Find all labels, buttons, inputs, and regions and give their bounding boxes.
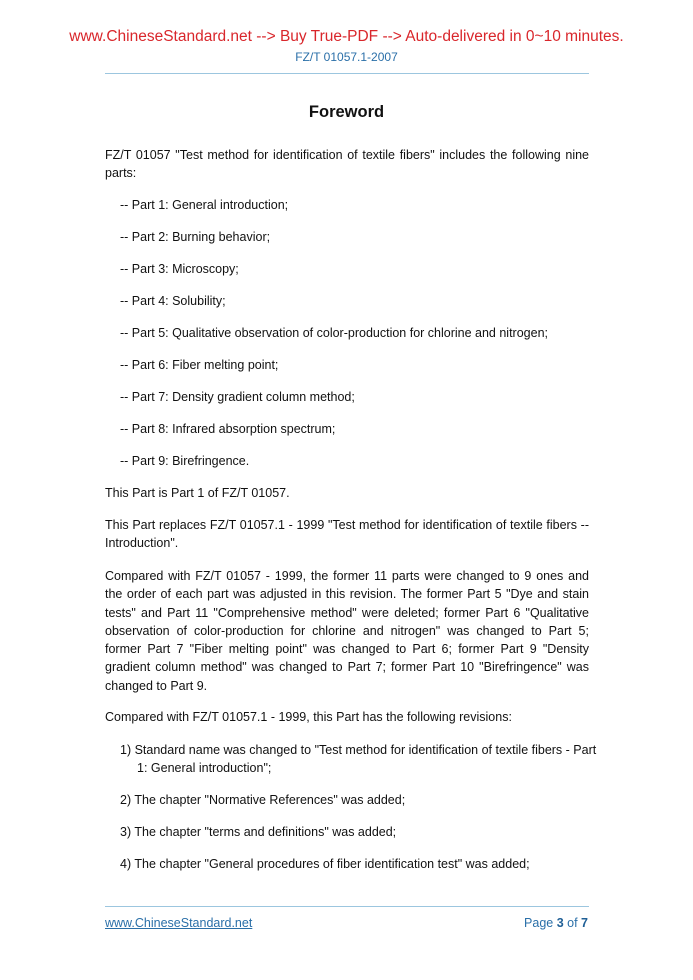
header-divider	[105, 73, 589, 74]
promo-banner[interactable]: www.ChineseStandard.net --> Buy True-PDF --> Auto-delivered in 0~10 minutes.	[69, 28, 624, 45]
revision-item: 4) The chapter "General procedures of fiber identification test" was added;	[120, 857, 530, 871]
page-of: of	[563, 916, 582, 930]
list-item: -- Part 4: Solubility;	[120, 294, 226, 308]
footer-divider	[105, 906, 589, 907]
list-item: -- Part 7: Density gradient column method;	[120, 390, 355, 404]
revision-item: 1) Standard name was changed to "Test method for identification of textile fibers - Part 1: General introduction";	[120, 743, 597, 776]
page-prefix: Page	[524, 916, 557, 930]
standard-number: FZ/T 01057.1-2007	[295, 50, 398, 64]
list-item: -- Part 6: Fiber melting point;	[120, 358, 279, 372]
footer-website-link[interactable]: www.ChineseStandard.net	[105, 916, 253, 930]
revision-item: 2) The chapter "Normative References" was added;	[120, 793, 406, 807]
paragraph-replaces: This Part replaces FZ/T 01057.1 - 1999 "Test method for identification of textile fibers -- Introduction".	[105, 518, 589, 551]
list-item: -- Part 8: Infrared absorption spectrum;	[120, 422, 336, 436]
list-item: -- Part 2: Burning behavior;	[120, 230, 271, 244]
intro-paragraph: FZ/T 01057 "Test method for identification of textile fibers" includes the following nine parts:	[105, 148, 589, 181]
list-item: -- Part 5: Qualitative observation of color-production for chlorine and nitrogen;	[120, 326, 549, 340]
list-item: -- Part 1: General introduction;	[120, 198, 289, 212]
list-item: -- Part 3: Microscopy;	[120, 262, 239, 276]
revision-item: 3) The chapter "terms and definitions" was added;	[120, 825, 397, 839]
page-indicator	[524, 916, 588, 930]
page-title: Foreword	[308, 103, 385, 121]
page-current: 3	[556, 916, 564, 930]
paragraph-revisions-intro: Compared with FZ/T 01057.1 - 1999, this Part has the following revisions:	[105, 710, 512, 724]
list-item: -- Part 9: Birefringence.	[120, 454, 250, 468]
paragraph-compared-1999: Compared with FZ/T 01057 - 1999, the former 11 parts were changed to 9 ones and the order of each part was adjusted in this revision. The former Part 5 "Dye and stain tests" and Part 11 "Comprehensive method" were deleted; former Part 6 "Qualitative observation of color-production for chlorine and nitrogen" was changed to Part 5; former Part 7 "Fiber melting point" was changed to Part 6; former Part 9 "Density gradient column method" was changed to Part 7; former Part 10 "Birefringence" was changed to Part 9.	[105, 569, 589, 693]
paragraph-part1: This Part is Part 1 of FZ/T 01057.	[105, 486, 290, 500]
page-total: 7	[581, 916, 588, 930]
